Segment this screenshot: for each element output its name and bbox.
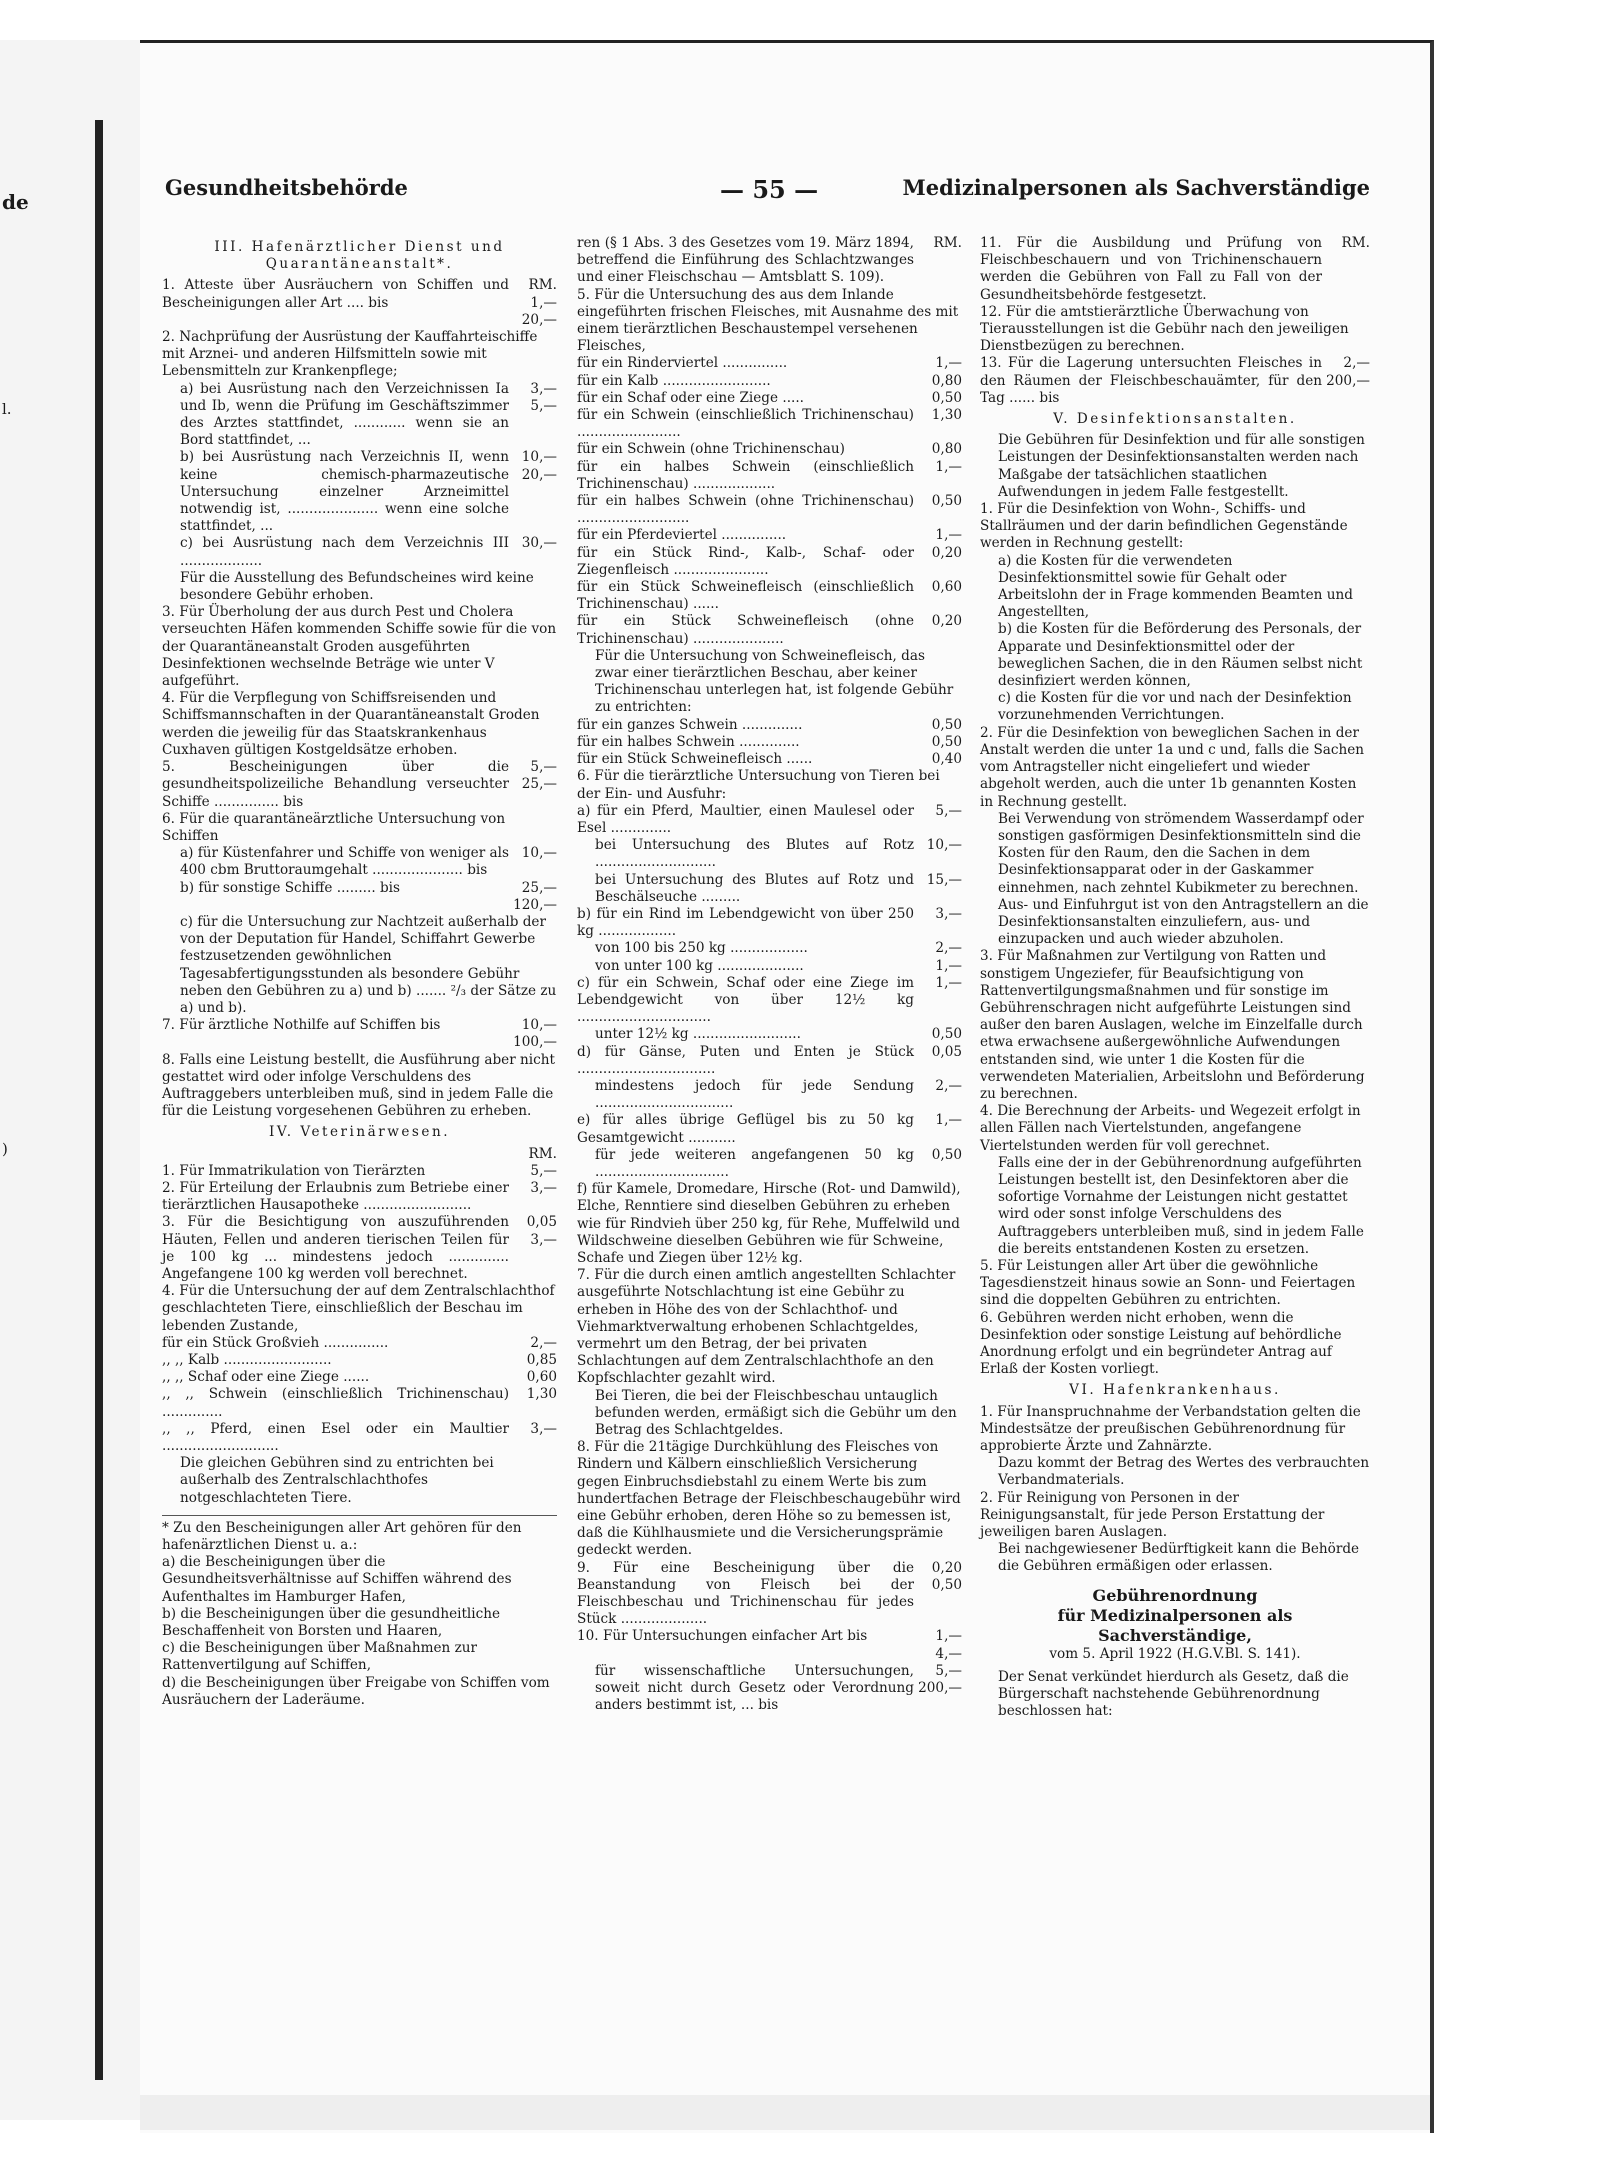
fee-row: für ein Kalb ......................... 0,80 bbox=[577, 372, 962, 389]
fee-item: 11. Für die Ausbildung und Prüfung von Fleischbeschauern und von Trichinenschauern werden die Gebühren von Fall zu Fall von der Gesundheitsbehörde festgesetzt. RM. bbox=[980, 235, 1370, 303]
ordinance-title: Gebührenordnung bbox=[1092, 1585, 1258, 1605]
fee-item: 9. Für eine Bescheinigung über die Beanstandung von Fleisch bei der Fleischbeschau und Trichinenschau für jedes Stück .................... 0,20 0,50 bbox=[577, 1559, 962, 1628]
page-bottom-shadow bbox=[140, 2095, 1430, 2130]
header-left: Gesundheitsbehörde bbox=[165, 175, 408, 200]
fee-row: mindestens jedoch für jede Sendung ................................ 2,— bbox=[595, 1077, 962, 1112]
fee-item: 7. Für die durch einen amtlich angestellten Schlachter ausgeführte Notschlachtung ist eine Gebühr zu erheben in Höhe des von der Schlachthof- und Viehmarktverwaltung erhobenen Schlachtgeldes, vermehrt um den Betrag, der bei privaten Schlachtungen auf dem Zentralschlachthofe an den Kopfschlachter gezahlt wird. bbox=[577, 1267, 956, 1387]
fee-value: 3,— bbox=[530, 1420, 557, 1437]
fee-row: für ein Schwein (einschließlich Trichinenschau) ........................ 1,30 bbox=[577, 407, 962, 441]
paragraph: Aus- und Einfuhrgut ist von den Antragstellern an die Desinfektionsanstalten einzuliefern, aus- und einzupacken und auch wieder abzuholen. bbox=[998, 896, 1369, 948]
fee-item: c) bei Ausrüstung nach dem Verzeichnis III ................... 30,— bbox=[180, 535, 557, 569]
fee-item: 7. Für ärztliche Nothilfe auf Schiffen bis 10,— 100,— bbox=[162, 1017, 557, 1051]
fee-item: ren (§ 1 Abs. 3 des Gesetzes vom 19. März 1894, betreffend die Einführung des Schlachtzwanges und einer Fleischschau — Amtsblatt S. 109). RM. bbox=[577, 235, 962, 286]
page-binding-shadow bbox=[95, 120, 103, 2080]
fee-item: b) für sonstige Schiffe ......... bis 25,— 120,— bbox=[180, 879, 557, 913]
fee-row: b) für ein Rind im Lebendgewicht von über 250 kg .................. 3,— bbox=[577, 905, 962, 940]
fee-value: 25,— 120,— bbox=[513, 879, 557, 913]
currency-label: RM. bbox=[1341, 235, 1370, 251]
note: Bei Tieren, die bei der Fleischbeschau untauglich befunden werden, ermäßigt sich die Gebühr um den Betrag des Schlachtgeldes. bbox=[595, 1387, 957, 1439]
edge-fragment: de bbox=[2, 190, 29, 214]
fee-item: 2. Nachprüfung der Ausrüstung der Kauffahrteischiffe mit Arznei- und anderen Hilfsmitteln sowie mit Lebensmitteln zur Krankenpflege; bbox=[162, 329, 538, 380]
fee-item: 5. Für die Untersuchung des aus dem Inlande eingeführten frischen Fleisches, mit Ausnahme des mit einem tierärztlichen Beschaustempel versehenen Fleisches, bbox=[577, 286, 959, 355]
fee-item: c) die Kosten für die vor und nach der Desinfektion vorzunehmenden Verrichtungen. bbox=[998, 690, 1352, 724]
fee-item: 4. Für die Untersuchung der auf dem Zentralschlachthof geschlachteten Tiere, einschließlich der Beschau im lebenden Zustande, bbox=[162, 1283, 555, 1334]
fee-item: 2. Für die Desinfektion von beweglichen Sachen in der Anstalt werden die unter 1a und c und, falls die Sachen vom Antragsteller nicht eingeliefert und wieder abgeholt werden, auch die unter 1b genannten Kosten in Rechnung gestellt. bbox=[980, 724, 1365, 810]
fee-row: von 100 bis 250 kg .................. 2,— bbox=[595, 940, 962, 957]
fee-item: 12. Für die amtstierärztliche Überwachung von Tierausstellungen ist die Gebühr nach den jeweiligen Dienstbezügen zu berechnen. bbox=[980, 303, 1349, 355]
note: Die gleichen Gebühren sind zu entrichten bei außerhalb des Zentralschlachthofes notgeschlachteten Tiere. bbox=[180, 1455, 494, 1506]
fee-item: 6. Gebühren werden nicht erhoben, wenn die Desinfektion oder sonstige Leistung auf behördliche Anordnung erfolgt und ein begründeter Antrag auf Erlaß der Kosten vorliegt. bbox=[980, 1309, 1342, 1378]
fee-item: a) die Kosten für die verwendeten Desinfektionsmittel sowie für Gehalt oder Arbeitslohn der in Frage kommenden Beamten und Angestellten, bbox=[998, 552, 1353, 621]
fee-row: für ein halbes Schwein .............. 0,50 bbox=[577, 733, 962, 750]
fee-item: a) für Küstenfahrer und Schiffe von weniger als 400 cbm Bruttoraumgehalt ..................... bis 10,— bbox=[180, 845, 557, 879]
fee-row: unter 12½ kg ......................... 0,50 bbox=[595, 1026, 962, 1043]
paragraph: Die Gebühren für Desinfektion und für alle sonstigen Leistungen der Desinfektionsanstalten werden nach Maßgabe der tatsächlichen staatlichen Aufwendungen in jedem Falle festgestellt. bbox=[998, 432, 1365, 500]
section-heading: V. Desinfektionsanstalten. bbox=[1053, 411, 1297, 428]
fee-value: 5,— bbox=[530, 1162, 557, 1179]
fee-row: für ein Stück Großvieh ............... 2,— bbox=[162, 1334, 557, 1351]
note: Für die Ausstellung des Befundscheines wird keine besondere Gebühr erhoben. bbox=[180, 569, 534, 604]
fee-row: für ein Schwein (ohne Trichinenschau) 0,80 bbox=[577, 441, 962, 458]
fee-row: für ein Schaf oder eine Ziege ..... 0,50 bbox=[577, 389, 962, 406]
paragraph: Der Senat verkündet hierdurch als Gesetz, daß die Bürgerschaft nachstehende Gebührenordnung beschlossen hat: bbox=[998, 1668, 1349, 1720]
fee-item: f) für Kamele, Dromedare, Hirsche (Rot- und Damwild), Elche, Renntiere sind dieselben Gebühren zu erheben wie für Rindvieh über 250 kg, für Rehe, Muffelwild und Wildschweine dieselben Gebühren wie für Schweine, Schafe und Ziegen über 12½ kg. bbox=[577, 1181, 961, 1266]
fee-item: 10. Für Untersuchungen einfacher Art bis 1,— 4,— bbox=[577, 1628, 962, 1662]
fee-value: 3,— 5,— bbox=[530, 380, 557, 414]
previous-page-edge bbox=[0, 40, 142, 2120]
fee-item: 4. Für die Verpflegung von Schiffsreisenden und Schiffsmannschaften in der Quarantäneanstalt Groden werden die jeweilig für das Staatskrankenhaus Cuxhaven gültigen Kostgeldsätze erhoben. bbox=[162, 690, 540, 758]
fee-item: 3. Für die Besichtigung von auszuführenden Häuten, Fellen und anderen tierischen Teilen für je 100 kg ... mindestens jedoch .............. Angefangene 100 kg werden voll berechnet. 0,05 3,— bbox=[162, 1214, 557, 1282]
fee-row: für ein Rinderviertel ............... 1,— bbox=[577, 355, 962, 372]
fee-row: für jede weiteren angefangenen 50 kg ............................... 0,50 bbox=[595, 1146, 962, 1180]
fee-item: 1. Für die Desinfektion von Wohn-, Schiffs- und Stallräumen und der darin befindlichen Gegenstände werden in Rechnung gestellt: bbox=[980, 501, 1348, 552]
fee-item: 1. Für Immatrikulation von Tierärzten 5,— bbox=[162, 1162, 557, 1179]
fee-value: 0,85 bbox=[526, 1352, 557, 1368]
fee-row: für ein halbes Schwein (ohne Trichinenschau) .......................... 0,50 bbox=[577, 493, 962, 527]
fee-value: 0,60 bbox=[526, 1369, 557, 1386]
fee-row: e) für alles übrige Geflügel bis zu 50 kg Gesamtgewicht ........... 1,— bbox=[577, 1112, 962, 1146]
section-heading: III. Hafenärztlicher Dienst und Quarantäneanstalt*. bbox=[214, 239, 505, 273]
fee-row: ,, ,, Schaf oder eine Ziege ...... 0,60 bbox=[162, 1369, 557, 1386]
fee-item: 3. Für Überholung der aus durch Pest und Cholera verseuchten Häfen kommenden Schiffe sowie für die von der Quarantäneanstalt Groden ausgeführten Desinfektionen wechselnde Beträge wie unter V aufgeführt. bbox=[162, 604, 557, 690]
fee-row: für ein Stück Schweinefleisch (einschließlich Trichinenschau) ...... 0,60 bbox=[577, 579, 962, 613]
page-header bbox=[165, 175, 1370, 215]
fee-row: für ein Stück Schweinefleisch ...... 0,40 bbox=[577, 751, 962, 768]
fee-row: für ein halbes Schwein (einschließlich Trichinenschau) ................... 1,— bbox=[577, 458, 962, 492]
fee-row: für ein Stück Schweinefleisch (ohne Trichinenschau) ..................... 0,20 bbox=[577, 613, 962, 647]
fee-item: 1. Für Inanspruchnahme der Verbandstation gelten die Mindestsätze der preußischen Gebührenordnung für approbierte Ärzte und Zahnärzte. bbox=[980, 1403, 1361, 1455]
fee-item: 5. Bescheinigungen über die gesundheitspolizeiliche Behandlung verseuchter Schiffe ............... bis 5,— 25,— bbox=[162, 759, 557, 810]
fee-item: 6. Für die tierärztliche Untersuchung von Tieren bei der Ein- und Ausfuhr: bbox=[577, 768, 940, 802]
fee-item: 4. Die Berechnung der Arbeits- und Wegezeit erfolgt in allen Fällen nach Viertelstunden, angefangene Viertelstunden werden für voll gerechnet. bbox=[980, 1103, 1361, 1154]
fee-row: a) für ein Pferd, Maultier, einen Maulesel oder Esel .............. 5,— bbox=[577, 802, 962, 836]
fee-value: 10,— 20,— bbox=[521, 449, 557, 483]
fee-item: 2. Für Erteilung der Erlaubnis zum Betriebe einer tierärztlichen Hausapotheke ......................... 3,— bbox=[162, 1179, 557, 1214]
fee-row: ,, ,, Pferd, einen Esel oder ein Maultier ........................... 3,— bbox=[162, 1420, 557, 1455]
edge-fragment: l. bbox=[2, 400, 12, 418]
fee-row: für ein ganzes Schwein .............. 0,50 bbox=[577, 716, 962, 733]
fee-item: für wissenschaftliche Untersuchungen, soweit nicht durch Gesetz oder Verordnung anders bestimmt ist, ... bis 5,— 200,— bbox=[595, 1662, 962, 1714]
fee-item: b) die Kosten für die Beförderung des Personals, der Apparate und Desinfektionsmittel oder der beweglichen Sachen, die in den Räumen selbst nicht desinfiziert werden können, bbox=[998, 621, 1363, 690]
currency-label: RM. bbox=[528, 1145, 557, 1162]
fee-value: 1,30 bbox=[526, 1386, 557, 1403]
fee-row: für ein Stück Rind-, Kalb-, Schaf- oder Ziegenfleisch ...................... 0,20 bbox=[577, 544, 962, 578]
fee-row: c) für ein Schwein, Schaf oder eine Ziege im Lebendgewicht von über 12½ kg ............................... 1,— bbox=[577, 974, 962, 1026]
fee-item: 6. Für die quarantäneärztliche Untersuchung von Schiffen bbox=[162, 810, 506, 844]
paragraph: Falls eine der in der Gebührenordnung aufgeführten Leistungen bestellt ist, den Desinfektoren aber die sofortige Vornahme der Leistungen nicht gestattet wird oder sonst infolge Verschuldens des Auftraggebers unterbleiben muß, sind in jedem Falle die bereits entstandenen Kosten zu ersetzen. bbox=[998, 1154, 1364, 1257]
column-3 bbox=[980, 235, 1370, 1720]
edge-fragment: ) bbox=[2, 1140, 8, 1158]
ordinance-date: vom 5. April 1922 (H.G.V.Bl. S. 141). bbox=[1049, 1645, 1301, 1662]
column-1 bbox=[162, 235, 557, 1709]
footnote: * Zu den Bescheinigungen aller Art gehören für den hafenärztlichen Dienst u. a.: a) die Bescheinigungen über die Gesundheitsverhältnisse auf Schiffen während des Aufenthaltes im Hamburger Hafen, b) die Bescheinigungen über die gesundheitliche Beschaffenheit von Borsten und Haaren, c) die Bescheinigungen über Maßnahmen zur Rattenvertilgung auf Schiffen, d) die Bescheinigungen über Freigabe von Schiffen vom Ausräuchern der Laderäume. bbox=[162, 1515, 557, 1709]
fee-row: für ein Pferdeviertel ............... 1,— bbox=[577, 527, 962, 544]
fee-value: 10,— bbox=[521, 845, 557, 862]
fee-row: bei Untersuchung des Blutes auf Rotz ............................ 10,— bbox=[595, 837, 962, 871]
fee-item: 3. Für Maßnahmen zur Vertilgung von Ratten und sonstigem Ungeziefer, für Beaufsichtigung von Rattenvertilgungsmaßnahmen und für sonstige im Gebührenschragen nicht aufgeführte Leistungen sind außer den baren Auslagen, welche im Einzelfalle durch etwa erwachsene außergewöhnliche Aufwendungen entstanden sind, wie unter 1 die Kosten für die verwendeten Materialien, Arbeitslohn und Beförderung zu berechnen. bbox=[980, 948, 1365, 1102]
page-number: — 55 — bbox=[720, 175, 819, 204]
fee-item: a) bei Ausrüstung nach den Verzeichnissen Ia und Ib, wenn die Prüfung im Geschäftszimmer des Arztes stattfindet, ............ wenn sie an Bord stattfindet, ... 3,— 5,— bbox=[180, 380, 557, 449]
fee-value: 2,— bbox=[530, 1334, 557, 1351]
fee-item: 2. Für Reinigung von Personen in der Reinigungsanstalt, für jede Person Erstattung der jeweiligen baren Auslagen. bbox=[980, 1489, 1325, 1541]
fee-row: von unter 100 kg .................... 1,— bbox=[595, 957, 962, 974]
paragraph: Bei nachgewiesener Bedürftigkeit kann die Behörde die Gebühren ermäßigen oder erlassen. bbox=[998, 1541, 1360, 1575]
fee-item: b) bei Ausrüstung nach Verzeichnis II, wenn keine chemisch-pharmazeutische Untersuchung einzelner Arzneimittel notwendig ist, ..................... wenn eine solche stattfindet, ... 10,— 20,— bbox=[180, 449, 557, 535]
fee-row: ,, ,, Schwein (einschließlich Trichinenschau) .............. 1,30 bbox=[162, 1386, 557, 1420]
column-2 bbox=[577, 235, 962, 1714]
fee-row: d) für Gänse, Puten und Enten je Stück ................................ 0,05 bbox=[577, 1043, 962, 1077]
fee-value: 30,— bbox=[521, 535, 557, 552]
fee-value: 3,— bbox=[530, 1179, 557, 1196]
fee-value: 10,— 100,— bbox=[513, 1017, 557, 1051]
fee-item: 1. Atteste über Ausräuchern von Schiffen und Bescheinigungen aller Art .... bis RM. 1,— 20,— bbox=[162, 277, 557, 328]
paragraph: Dazu kommt der Betrag des Wertes des verbrauchten Verbandmaterials. bbox=[998, 1455, 1370, 1489]
fee-value: 5,— 25,— bbox=[521, 759, 557, 793]
fee-item: 13. Für die Lagerung untersuchten Fleisches in den Räumen der Fleischbeschauämter, für den Tag ...... bis 2,— 200,— bbox=[980, 355, 1370, 406]
ordinance-subtitle: für Medizinalpersonen als Sachverständige, bbox=[1057, 1605, 1293, 1645]
fee-item: 5. Für Leistungen aller Art über die gewöhnliche Tagesdienstzeit hinaus sowie an Sonn- und Feiertagen sind die doppelten Gebühren zu entrichten. bbox=[980, 1257, 1356, 1309]
paragraph: Bei Verwendung von strömendem Wasserdampf oder sonstigen gasförmigen Desinfektionsmitteln sind die Kosten für den Raum, den die Sachen in dem Desinfektionsapparat oder in der Gaskammer einnehmen, nach zehntel Kubikmeter zu berechnen. bbox=[998, 810, 1364, 896]
fee-row: ,, ,, Kalb ......................... 0,85 bbox=[162, 1352, 557, 1368]
currency-label: RM. bbox=[933, 235, 962, 251]
section-heading: IV. Veterinärwesen. bbox=[268, 1124, 451, 1141]
fee-row: bei Untersuchung des Blutes auf Rotz und Beschälseuche ......... 15,— bbox=[595, 871, 962, 905]
fee-item: 8. Für die 21tägige Durchkühlung des Fleisches von Rindern und Kälbern einschließlich Versicherung gegen Einbruchsdiebstahl zu einem Werte bis zum hundertfachen Betrage der Fleischbeschaugebühr wird eine Gebühr erhoben, deren Höhe so zu bemessen ist, daß die Kühlhausmiete und die Versicherungsprämie gedeckt werden. bbox=[577, 1439, 961, 1559]
fee-value: RM. 1,— 20,— bbox=[521, 277, 557, 328]
fee-value: 0,05 3,— bbox=[526, 1214, 557, 1248]
note: Für die Untersuchung von Schweinefleisch, das zwar einer tierärztlichen Beschau, aber keiner Trichinenschau unterlegen hat, ist folgende Gebühr zu entrichten: bbox=[595, 647, 954, 716]
header-right: Medizinalpersonen als Sachverständige bbox=[902, 175, 1370, 200]
section-heading: VI. Hafenkrankenhaus. bbox=[1069, 1382, 1281, 1399]
fee-item: c) für die Untersuchung zur Nachtzeit außerhalb der von der Deputation für Handel, Schiffahrt Gewerbe festzusetzenden gewöhnlichen Tagesabfertigungsstunden als besondere Gebühr neben den Gebühren zu a) und b) ....... ²/₃ der Sätze zu a) und b). bbox=[180, 913, 557, 1016]
fee-item: 8. Falls eine Leistung bestellt, die Ausführung aber nicht gestattet wird oder infolge Verschuldens des Auftraggebers unterbleiben muß, sind in jedem Falle die für die Leistung vorgesehenen Gebühren zu erheben. bbox=[162, 1051, 555, 1120]
